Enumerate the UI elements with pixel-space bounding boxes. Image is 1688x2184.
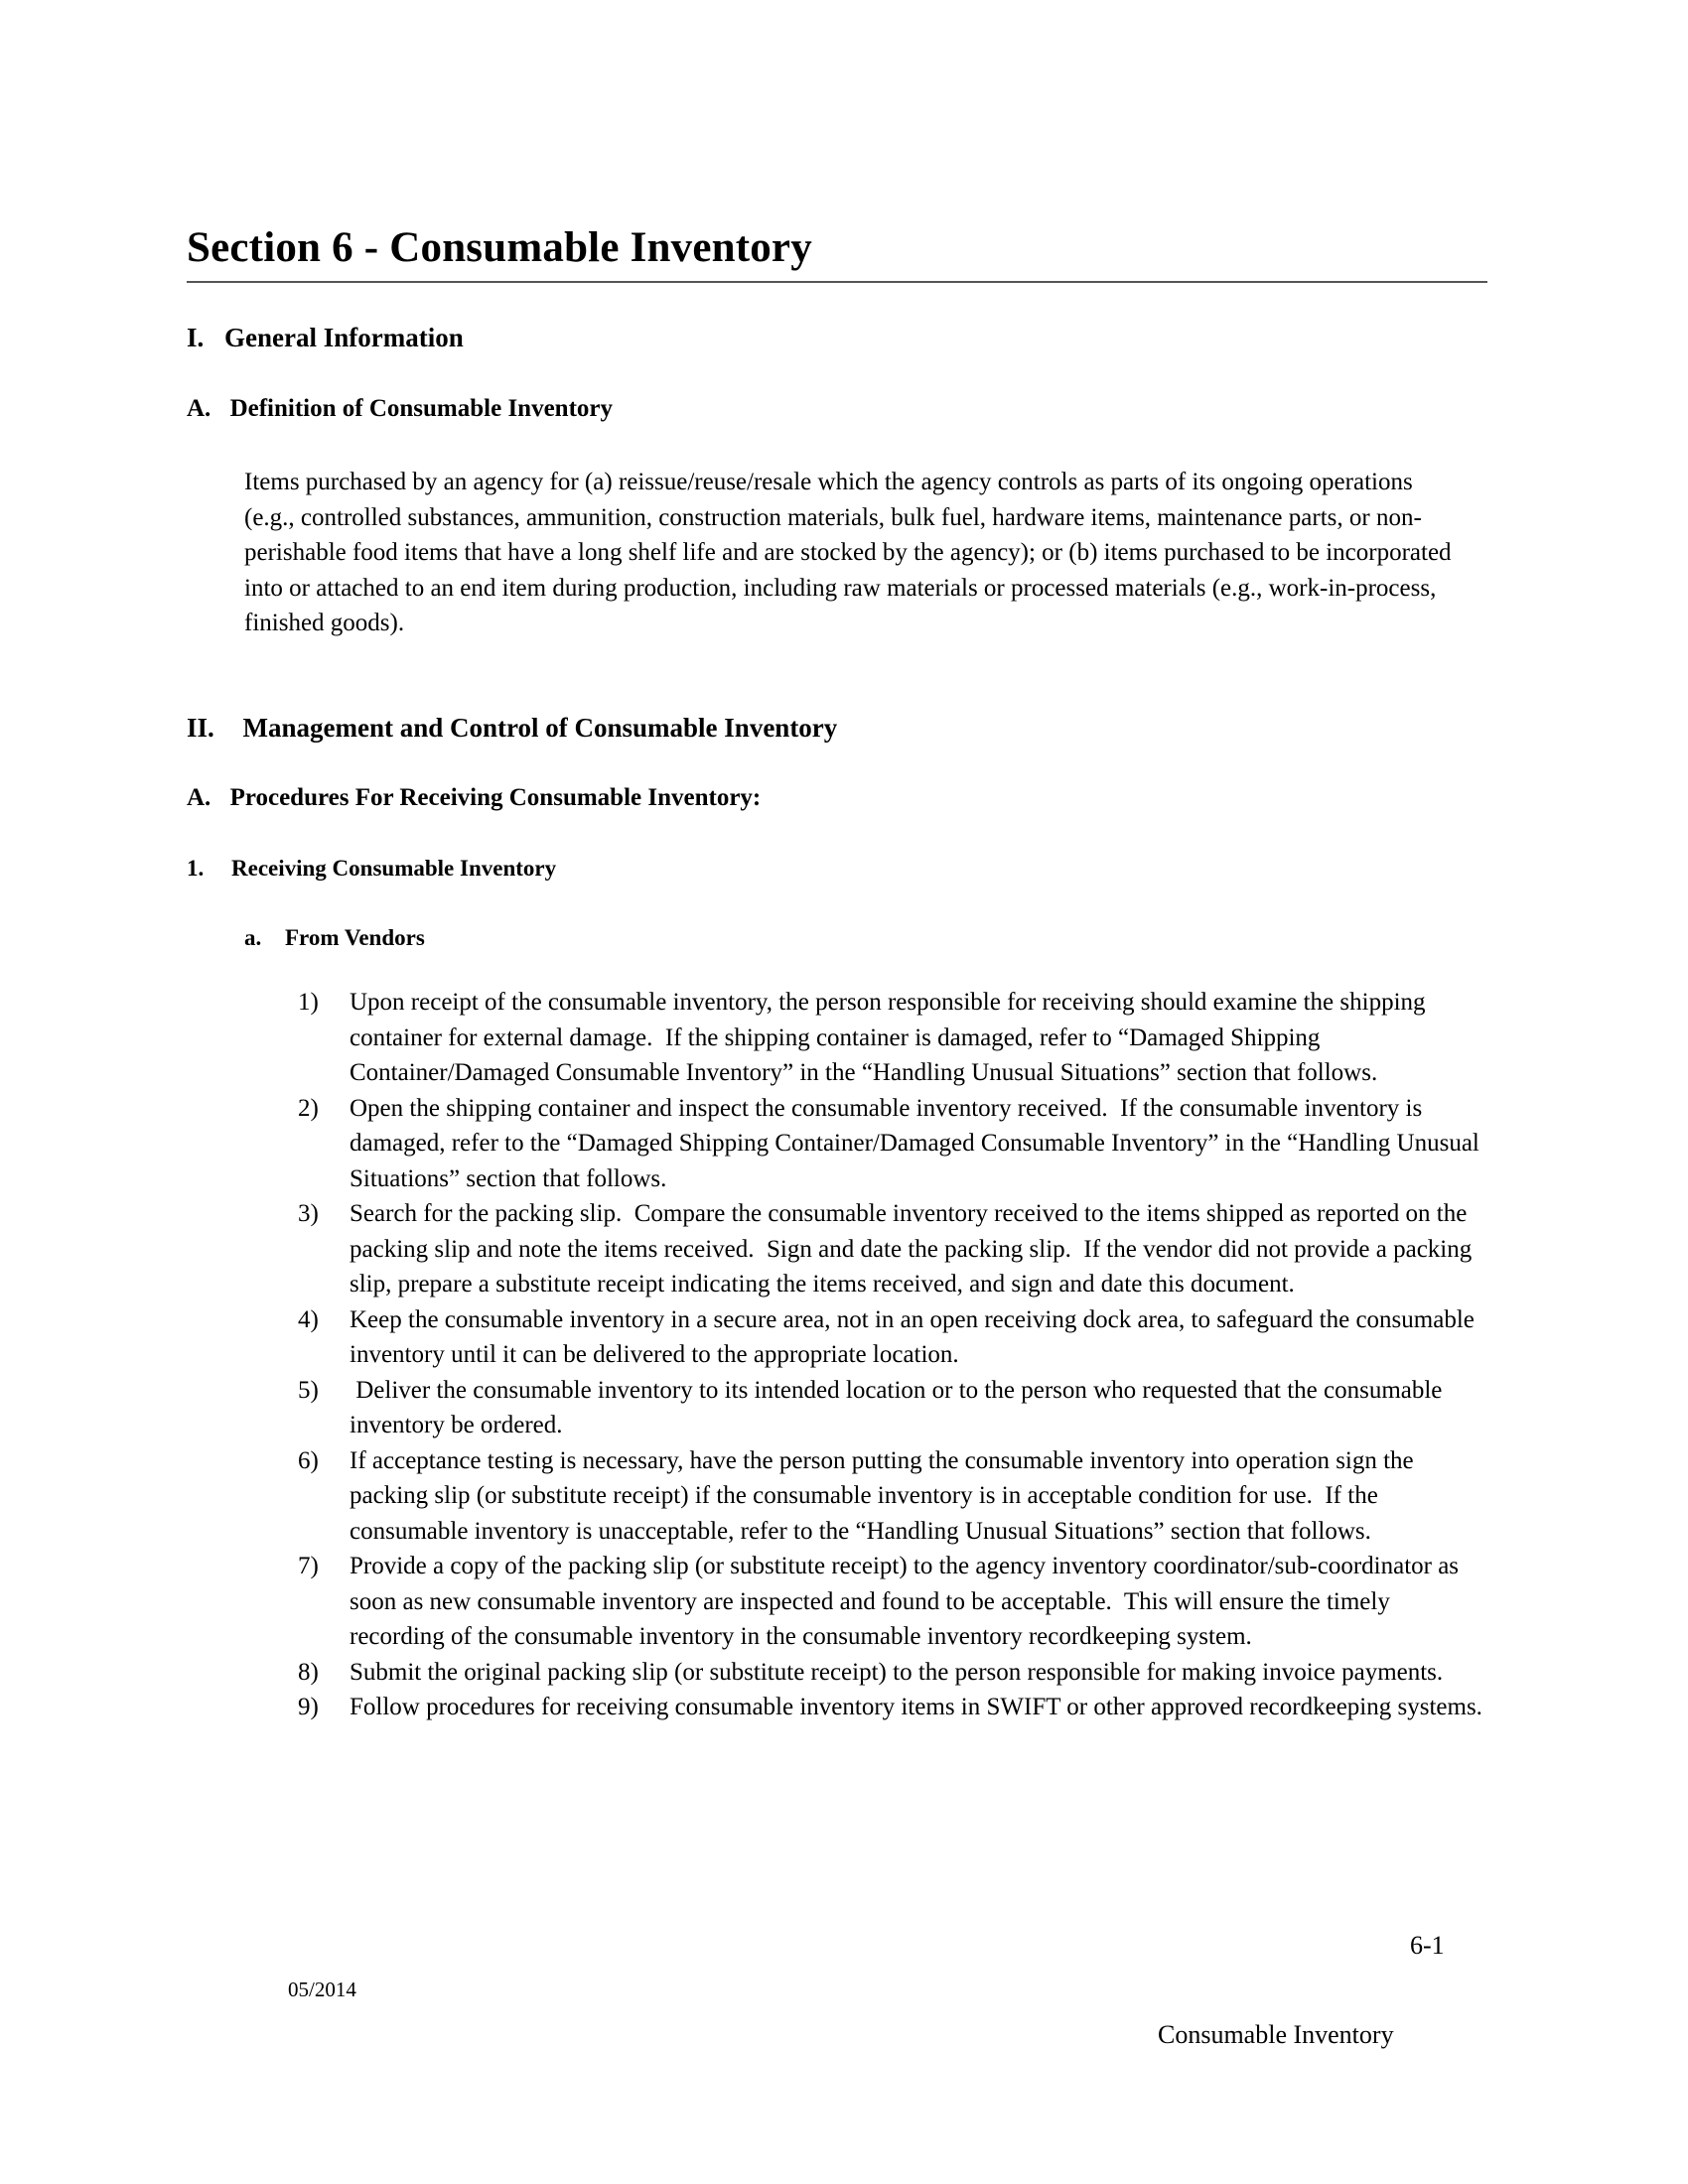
list-item <box>298 1373 1484 1443</box>
list-item <box>298 1549 1484 1655</box>
document-title-block <box>187 226 1487 283</box>
list-item <box>298 1302 1484 1373</box>
list-item-text: Open the shipping container and inspect the consumable inventory received. If the consumable inventory is damaged, refer to the “Damaged Shipping Container/Damaged Consumable Inventory” in the “Handling Unusual Situations” section that follows. <box>350 1094 1486 1192</box>
list-item <box>298 1091 1484 1197</box>
heading-management-control <box>187 713 837 744</box>
list-item <box>298 1690 1484 1725</box>
receiving-steps-list <box>298 985 1484 1725</box>
heading-definition-label: Definition of Consumable Inventory <box>229 395 613 422</box>
heading-general-information-number: I. <box>187 323 205 352</box>
list-item <box>298 1655 1484 1691</box>
heading-receiving-number: 1. <box>187 856 205 881</box>
heading-procedures-receiving <box>187 784 761 812</box>
heading-management-control-number: II. <box>187 713 214 743</box>
list-item-marker: 7) <box>298 1553 319 1579</box>
heading-definition-consumable-inventory <box>187 395 613 423</box>
list-item-marker: 9) <box>298 1694 319 1720</box>
heading-general-information-label: General Information <box>224 323 464 352</box>
page-title: Section 6 - Consumable Inventory <box>187 224 812 271</box>
list-item-text: Deliver the consumable inventory to its intended location or to the person who requested that the consumable inventory be ordered. <box>350 1376 1449 1438</box>
list-item-marker: 6) <box>298 1446 319 1474</box>
heading-from-vendors <box>244 925 425 951</box>
list-item-text: Search for the packing slip. Compare the consumable inventory received to the items shipped as reported on the packing slip and note the items received. Sign and date the packing slip. If the vendor did not provide a packing slip, prepare a substitute receipt indicating the items received, and sign and date this document. <box>350 1200 1478 1297</box>
list-item-marker: 2) <box>298 1094 319 1122</box>
heading-procedures-number: A. <box>187 784 211 811</box>
heading-definition-number: A. <box>187 395 211 422</box>
list-item-marker: 3) <box>298 1200 319 1227</box>
heading-from-vendors-label: From Vendors <box>285 925 425 950</box>
footer-date: 05/2014 <box>288 1978 356 2001</box>
list-item-marker: 1) <box>298 989 319 1016</box>
footer-document-name: Consumable Inventory <box>1158 2020 1394 2049</box>
list-item-text: Follow procedures for receiving consumable inventory items in SWIFT or other approved recordkeeping systems. <box>350 1694 1482 1720</box>
definition-body-paragraph: Items purchased by an agency for (a) reissue/reuse/resale which the agency controls as parts of its ongoing operations (e.g., controlled substances, ammunition, construction materials, bulk fuel, hardware items, maintenance parts, or non-perishable food items that have a long shelf life and are stocked by the agency); or (b) items purchased to be incorporated into or attached to an end item during production, including raw materials or processed materials (e.g., work-in-process, finished goods). <box>244 469 1452 636</box>
list-item-text: Submit the original packing slip (or substitute receipt) to the person responsible for making invoice payments. <box>350 1658 1444 1686</box>
list-item <box>298 985 1484 1091</box>
list-item-text: Upon receipt of the consumable inventory, the person responsible for receiving should examine the shipping container for external damage. If the shipping container is damaged, refer to “Damaged Shipping Container/Damaged Consumable Inventory” in the “Handling Unusual Situations” section that follows. <box>350 989 1432 1086</box>
list-item-marker: 4) <box>298 1305 319 1333</box>
heading-procedures-label: Procedures For Receiving Consumable Inventory: <box>229 784 762 811</box>
list-item-text: Keep the consumable inventory in a secure area, not in an open receiving dock area, to safeguard the consumable inventory until it can be delivered to the appropriate location. <box>350 1305 1481 1368</box>
list-item-text: If acceptance testing is necessary, have the person putting the consumable inventory into operation sign the packing slip (or substitute receipt) if the consumable inventory is in acceptable condition for use. If the consumable inventory is unacceptable, refer to the “Handling Unusual Situations” section that follows. <box>350 1446 1420 1545</box>
title-divider <box>187 281 1487 283</box>
heading-management-control-label: Management and Control of Consumable Inventory <box>242 713 838 743</box>
list-item-marker: 8) <box>298 1658 319 1686</box>
list-item-text: Provide a copy of the packing slip (or substitute receipt) to the agency inventory coordinator/sub-coordinator as soon as new consumable inventory are inspected and found to be acceptable. This will ensure the timely recording of the consumable inventory in the consumable inventory recordkeeping system. <box>350 1553 1466 1650</box>
heading-receiving-consumable-inventory <box>187 856 556 882</box>
heading-general-information <box>187 323 464 353</box>
list-item <box>298 1196 1484 1302</box>
list-item <box>298 1443 1484 1550</box>
footer-page-number: 6-1 <box>1410 1931 1445 1960</box>
list-item-marker: 5) <box>298 1376 319 1404</box>
heading-receiving-label: Receiving Consumable Inventory <box>231 856 557 881</box>
heading-from-vendors-number: a. <box>244 925 262 950</box>
